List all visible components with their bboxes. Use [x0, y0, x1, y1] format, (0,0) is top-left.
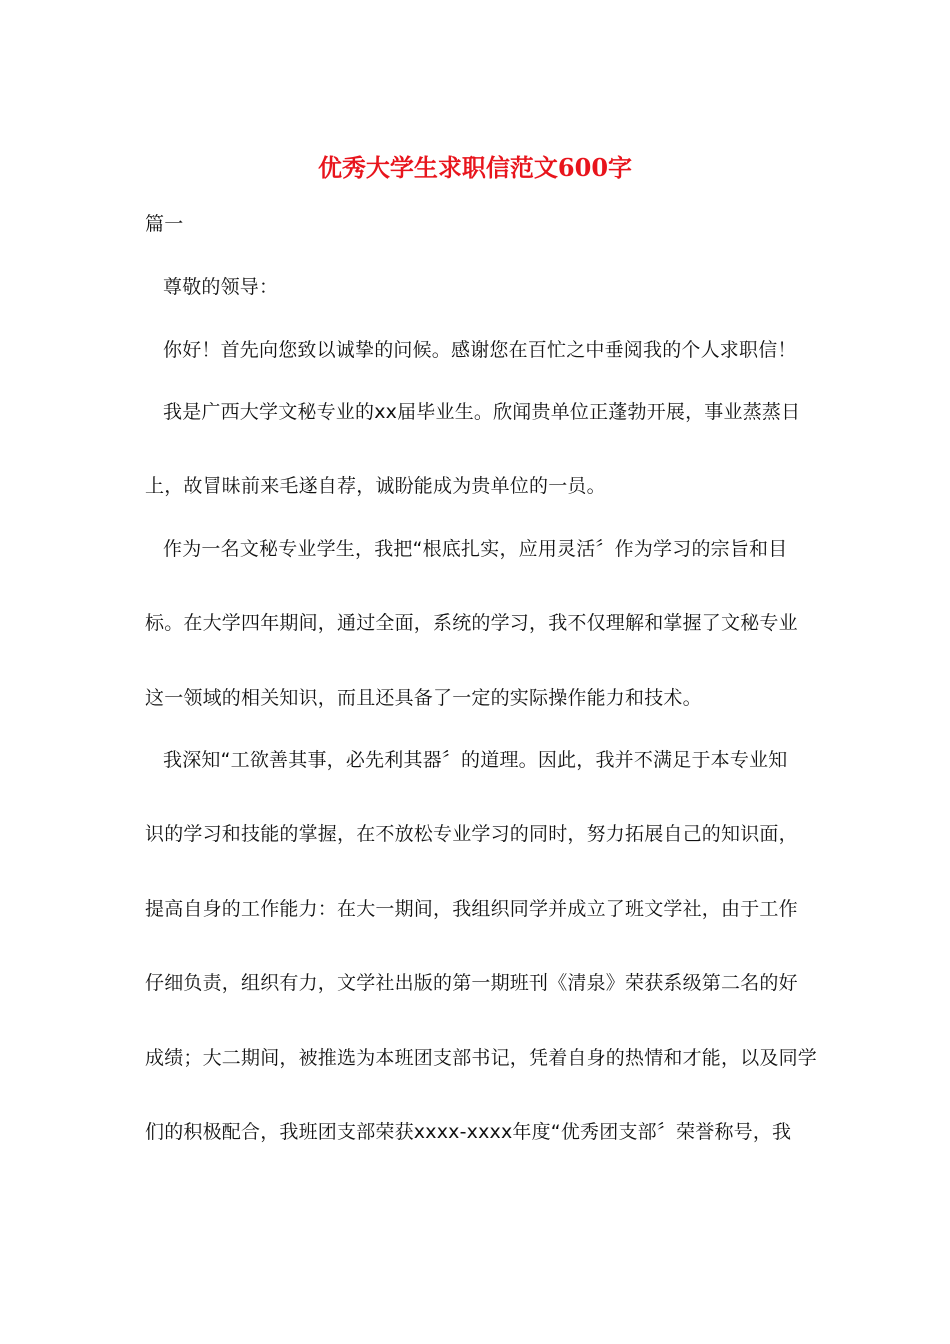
paragraph-line: 识的学习和技能的掌握，在不放松专业学习的同时，努力拓展自己的知识面， [145, 823, 798, 845]
paragraph-line: 这一领域的相关知识，而且还具备了一定的实际操作能力和技术。 [145, 687, 702, 709]
paragraph-line: 提高自身的工作能力：在大一期间，我组织同学并成立了班文学社，由于工作 [145, 898, 798, 920]
paragraph-line: 仔细负责，组织有力，文学社出版的第一期班刊《清泉》荣获系级第二名的好 [145, 972, 798, 994]
document-title: 优秀大学生求职信范文600字 [317, 153, 633, 182]
salutation: 尊敬的领导： [163, 276, 279, 298]
paragraph-line: 你好！首先向您致以诚挚的问候。感谢您在百忙之中垂阅我的个人求职信！ [163, 339, 797, 361]
paragraph-line: 作为一名文秘专业学生，我把“根底扎实，应用灵活〞作为学习的宗旨和目 [163, 538, 788, 560]
paragraph-line: 成绩；大二期间，被推选为本班团支部书记，凭着自身的热情和才能，以及同学 [145, 1047, 818, 1069]
paragraph-line: 上，故冒昧前来毛遂自荐，诚盼能成为贵单位的一员。 [145, 475, 606, 497]
paragraph-line: 们的积极配合，我班团支部荣获xxxx-xxxx年度“优秀团支部〞荣誉称号，我 [145, 1121, 792, 1143]
paragraph-line: 标。在大学四年期间，通过全面，系统的学习，我不仅理解和掌握了文秘专业 [145, 612, 798, 634]
section-heading: 篇一 [145, 213, 184, 235]
paragraph-line: 我深知“工欲善其事，必先利其器〞的道理。因此，我并不满足于本专业知 [163, 749, 788, 771]
paragraph-line: 我是广西大学文秘专业的xx届毕业生。欣闻贵单位正蓬勃开展，事业蒸蒸日 [163, 401, 801, 423]
